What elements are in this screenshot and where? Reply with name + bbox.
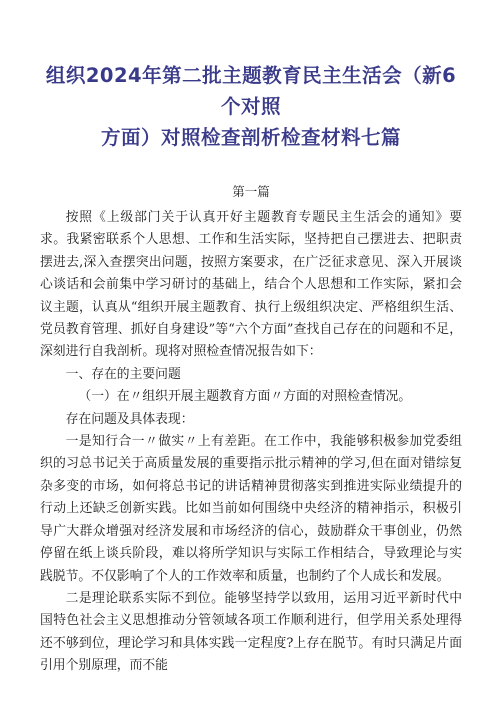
document-title xyxy=(40,0,462,153)
label-problems-performance: 存在问题及具体表现： xyxy=(65,411,194,427)
intro-paragraph: 按照《上级部门关于认真开好主题教育专题民主生活会的通知》要求。我紧密联系个人思想、工作和生活实际，坚持把自己摆进去、把职责摆进去,深入查摆突出问题，按照方案要求，在广泛征求意见、深入开展谈心谈话和会前集中学习研讨的基础上，结合个人思想和工作实际，紧扣会议主题，认真从“组织开展主题教育、执行上级组织决定、严格组织生活、党员教育管理、抓好自身建设”等“六个方面”查找自己存在的问题和不足，深刻进行自我剖析。现将对照检查情况报告如下： xyxy=(40,210,462,360)
title-line-2: 方面）对照检查剖析检查材料七篇 xyxy=(100,126,401,149)
subheading-theme-education: （一）在〃组织开展主题教育方面〃方面的对照检查情况。 xyxy=(78,389,412,405)
title-line-1: 组织2024年第二批主题教育民主生活会（新6个对照 xyxy=(45,64,457,118)
paragraph-point-two: 二是理论联系实际不到位。能够坚持学以致用，运用习近平新时代中国特色社会主义思想推动分管领域各项工作顺利进行，但学用关系处理得还不够到位，理论学习和具体实践一定程度?上存在脱节。有时只满足片面引用个别原理，而不能 xyxy=(40,590,462,674)
section-heading: 第一篇 xyxy=(232,184,270,199)
paragraph-point-one: 一是知行合一〃做实〃上有差距。在工作中，我能够积极参加党委组织的习总书记关于高质量发展的重要指示批示精神的学习,但在面对错综复杂多变的市场，如何将总书记的讲话精神贯彻落实到推进实际业绩提升的行动上还缺乏创新实践。比如当前如何围绕中央经济的精神指示，积极引导广大群众增强对经济发展和市场经济的信心，鼓励群众干事创业，仍然停留在纸上谈兵阶段，难以将所学知识与实际工作相结合，导致理论与实践脱节。不仅影响了个人的工作效率和质量，也制约了个人成长和发展。 xyxy=(40,434,462,584)
document-body xyxy=(40,207,462,678)
heading-main-problems: 一、存在的主要问题 xyxy=(65,366,181,382)
